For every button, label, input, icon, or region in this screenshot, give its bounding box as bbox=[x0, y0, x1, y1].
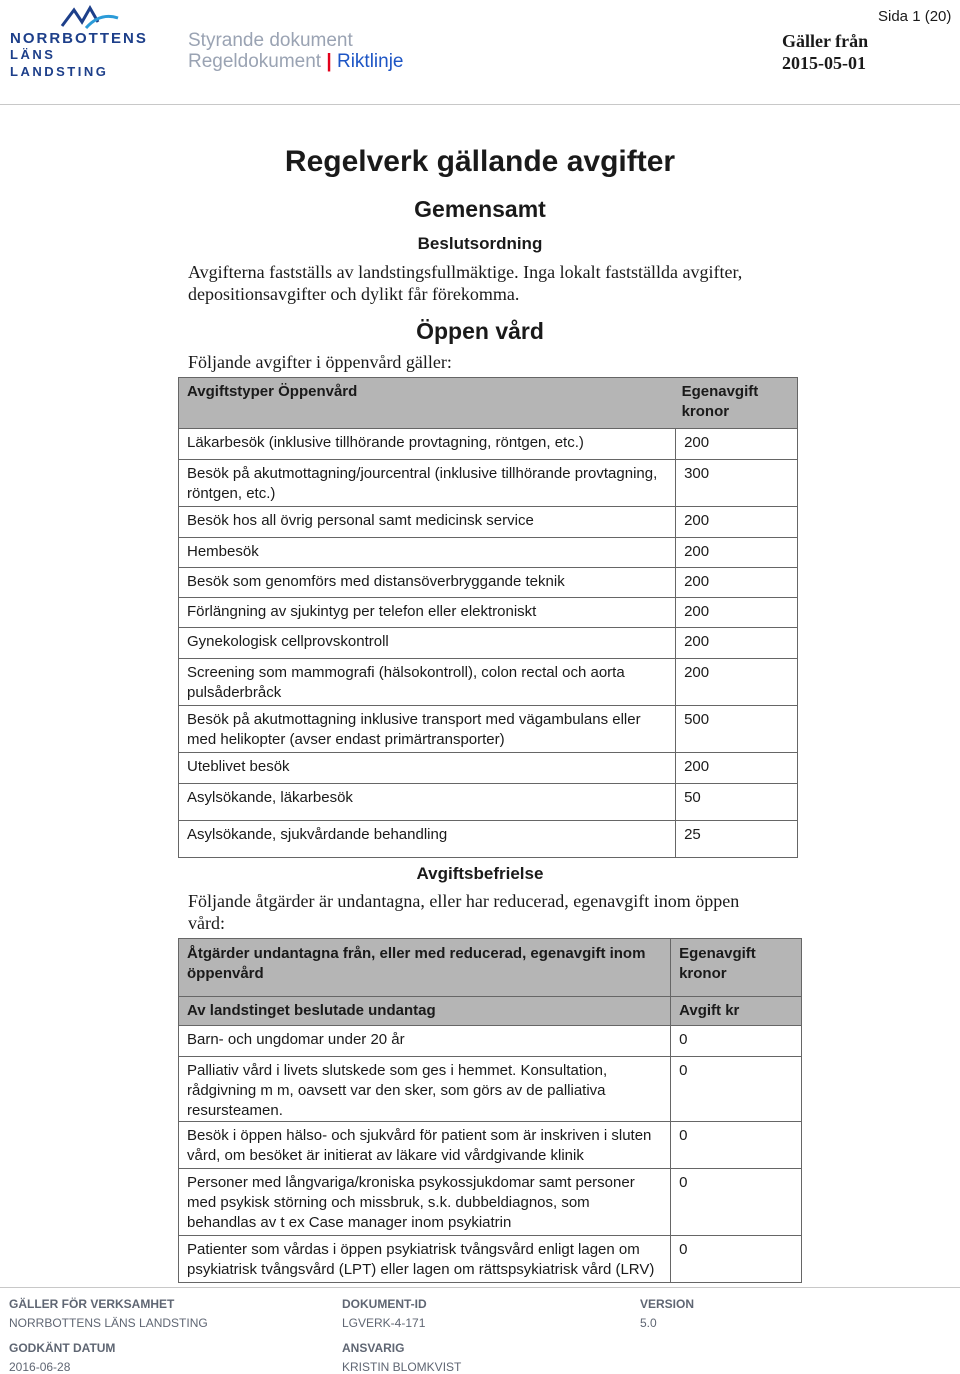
table-row bbox=[179, 598, 798, 628]
table-cell-value: 0 bbox=[671, 1026, 802, 1057]
page-number: Sida 1 (20) bbox=[878, 8, 952, 25]
table-cell-value: 200 bbox=[676, 659, 798, 706]
table-cell-label: Gynekologisk cellprovskontroll bbox=[179, 628, 676, 659]
table-cell-value: 0 bbox=[671, 1169, 802, 1236]
table-row bbox=[179, 507, 798, 538]
table-cell-value: 25 bbox=[676, 821, 798, 858]
document-subtype bbox=[188, 51, 404, 72]
section-heading-oppen-vard: Öppen vård bbox=[416, 318, 544, 344]
header-label: Egenavgift bbox=[681, 383, 759, 400]
table-row bbox=[179, 460, 798, 507]
table-cell-value: 200 bbox=[676, 507, 798, 538]
table-cell-value: 200 bbox=[676, 628, 798, 659]
footer-label-approved: GODKÄNT DATUM bbox=[9, 1341, 116, 1355]
footer-divider bbox=[0, 1287, 960, 1288]
footer-label-unit: GÄLLER FÖR VERKSAMHET bbox=[9, 1297, 175, 1311]
table-subheader-row bbox=[179, 997, 802, 1026]
paragraph-beslutsordning bbox=[188, 261, 742, 305]
table-row bbox=[179, 821, 798, 858]
table-cell-label: Besök som genomförs med distansöverbryggande teknik bbox=[179, 568, 676, 598]
table-cell-value: 200 bbox=[676, 429, 798, 460]
footer-value-unit: NORRBOTTENS LÄNS LANDSTING bbox=[9, 1316, 208, 1330]
valid-from-date: 2015-05-01 bbox=[782, 53, 866, 73]
table-cell-label: Barn- och ungdomar under 20 år bbox=[179, 1026, 671, 1057]
exemption-table bbox=[178, 938, 802, 1283]
paragraph-line: Avgifterna fastställs av landstingsfullmäktige. Inga lokalt fastställda avgifter, bbox=[188, 262, 743, 282]
table-row bbox=[179, 628, 798, 659]
table-subheader-cell: Av landstinget beslutade undantag bbox=[179, 997, 671, 1026]
document-type-separator: | bbox=[326, 51, 332, 72]
document-kind-label: Riktlinje bbox=[336, 51, 404, 72]
table-cell-label: Uteblivet besök bbox=[179, 753, 676, 784]
footer-value-approved: 2016-06-28 bbox=[9, 1360, 71, 1374]
table-cell-label: Besök hos all övrig personal samt medicinsk service bbox=[179, 507, 676, 538]
footer-label-docid: DOKUMENT-ID bbox=[342, 1297, 427, 1311]
fee-table-oppenvard bbox=[178, 377, 798, 858]
table-cell-label: Hembesök bbox=[179, 538, 676, 568]
table-header-row bbox=[179, 939, 802, 997]
paragraph-line: vård: bbox=[188, 913, 225, 933]
footer-value-responsible: KRISTIN BLOMKVIST bbox=[342, 1360, 462, 1374]
table-header-row bbox=[179, 378, 798, 429]
table-row bbox=[179, 1169, 802, 1236]
footer-label-responsible: ANSVARIG bbox=[342, 1341, 405, 1355]
footer-label-version: VERSION bbox=[640, 1297, 695, 1311]
table-row bbox=[179, 1236, 802, 1283]
table-cell-value: 200 bbox=[676, 753, 798, 784]
table-header-cell: Egenavgift kronor bbox=[671, 939, 802, 997]
valid-from-label: Gäller från bbox=[782, 31, 869, 51]
document-type-label: Styrande dokument bbox=[188, 30, 353, 51]
valid-from-block bbox=[782, 30, 868, 74]
paragraph-avgiftsbefrielse bbox=[188, 890, 739, 934]
table-header-cell bbox=[179, 378, 676, 429]
table-row bbox=[179, 753, 798, 784]
table-cell-label: Besök på akutmottagning inklusive transport med vägambulans eller med helikopter (avser endast primärtransporter) bbox=[179, 706, 676, 753]
table-cell-value: 0 bbox=[671, 1057, 802, 1122]
table-row bbox=[179, 568, 798, 598]
logo-line-1: NORRBOTTENS bbox=[10, 30, 148, 47]
table-row bbox=[179, 784, 798, 821]
table-cell-value: 0 bbox=[671, 1122, 802, 1169]
table-cell-label: Besök på akutmottagning/jourcentral (inklusive tillhörande provtagning, röntgen, etc.) bbox=[179, 460, 676, 507]
logo-line-2: LÄNS LANDSTING bbox=[10, 47, 109, 79]
subheading-avgiftsbefrielse: Avgiftsbefrielse bbox=[416, 864, 544, 883]
table-row bbox=[179, 429, 798, 460]
table-row bbox=[179, 538, 798, 568]
header-divider bbox=[0, 104, 960, 105]
organization-logo bbox=[8, 4, 158, 79]
subheading-beslutsordning: Beslutsordning bbox=[417, 234, 543, 253]
table-cell-value: 300 bbox=[676, 460, 798, 507]
table-header-cell bbox=[676, 378, 798, 429]
paragraph-line: Följande åtgärder är undantagna, eller har reducerad, egenavgift inom öppen bbox=[188, 891, 740, 911]
table-row bbox=[179, 1026, 802, 1057]
section-heading-gemensamt: Gemensamt bbox=[414, 196, 546, 222]
table-row bbox=[179, 1057, 802, 1122]
table-cell-value: 0 bbox=[671, 1236, 802, 1283]
paragraph-line: depositionsavgifter och dylikt får förekomma. bbox=[188, 284, 520, 304]
table-cell-value: 200 bbox=[676, 598, 798, 628]
footer-value-version: 5.0 bbox=[640, 1316, 657, 1330]
table-cell-label: Personer med långvariga/kroniska psykossjukdomar samt personer med psykisk störning och missbruk, s.k. dubbeldiagnos, som behandlas av t ex Case manager inom psykiatrin bbox=[179, 1169, 671, 1236]
header-label: kronor bbox=[681, 403, 730, 420]
table-cell-value: 500 bbox=[676, 706, 798, 753]
table-cell-label: Läkarbesök (inklusive tillhörande provtagning, röntgen, etc.) bbox=[179, 429, 676, 460]
document-type bbox=[188, 30, 404, 72]
table-row bbox=[179, 706, 798, 753]
table-row bbox=[179, 1122, 802, 1169]
table-cell-label: Förlängning av sjukintyg per telefon eller elektroniskt bbox=[179, 598, 676, 628]
paragraph-oppen-vard: Följande avgifter i öppenvård gäller: bbox=[188, 352, 452, 372]
table-subheader-cell: Avgift kr bbox=[671, 997, 802, 1026]
table-cell-label: Asylsökande, läkarbesök bbox=[179, 784, 676, 821]
table-cell-label: Patienter som vårdas i öppen psykiatrisk tvångsvård enligt lagen om psykiatrisk tvångsvård (LPT) eller lagen om rättspsykiatrisk vård (LRV) bbox=[179, 1236, 671, 1283]
table-cell-label: Palliativ vård i livets slutskede som ges i hemmet. Konsultation, rådgivning m m, oavsett var den sker, som görs av de palliativa resursteamen. bbox=[179, 1057, 671, 1122]
table-cell-value: 200 bbox=[676, 568, 798, 598]
table-cell-value: 200 bbox=[676, 538, 798, 568]
page-title: Regelverk gällande avgifter bbox=[284, 145, 676, 178]
table-header-cell: Åtgärder undantagna från, eller med reducerad, egenavgift inom öppenvård bbox=[179, 939, 671, 997]
table-row bbox=[179, 659, 798, 706]
footer-value-docid: LGVERK-4-171 bbox=[342, 1316, 426, 1330]
logo-wave-icon bbox=[60, 4, 120, 30]
table-cell-label: Screening som mammografi (hälsokontroll), colon rectal och aorta pulsåderbråck bbox=[179, 659, 676, 706]
table-cell-label: Asylsökande, sjukvårdande behandling bbox=[179, 821, 676, 858]
header-label: Avgiftstyper Öppenvård bbox=[187, 383, 358, 400]
table-cell-value: 50 bbox=[676, 784, 798, 821]
table-cell-label: Besök i öppen hälso- och sjukvård för patient som är inskriven i sluten vård, om besöket är initierat av läkare vid vårdgivande klinik bbox=[179, 1122, 671, 1169]
document-subtype-label: Regeldokument bbox=[188, 51, 322, 72]
